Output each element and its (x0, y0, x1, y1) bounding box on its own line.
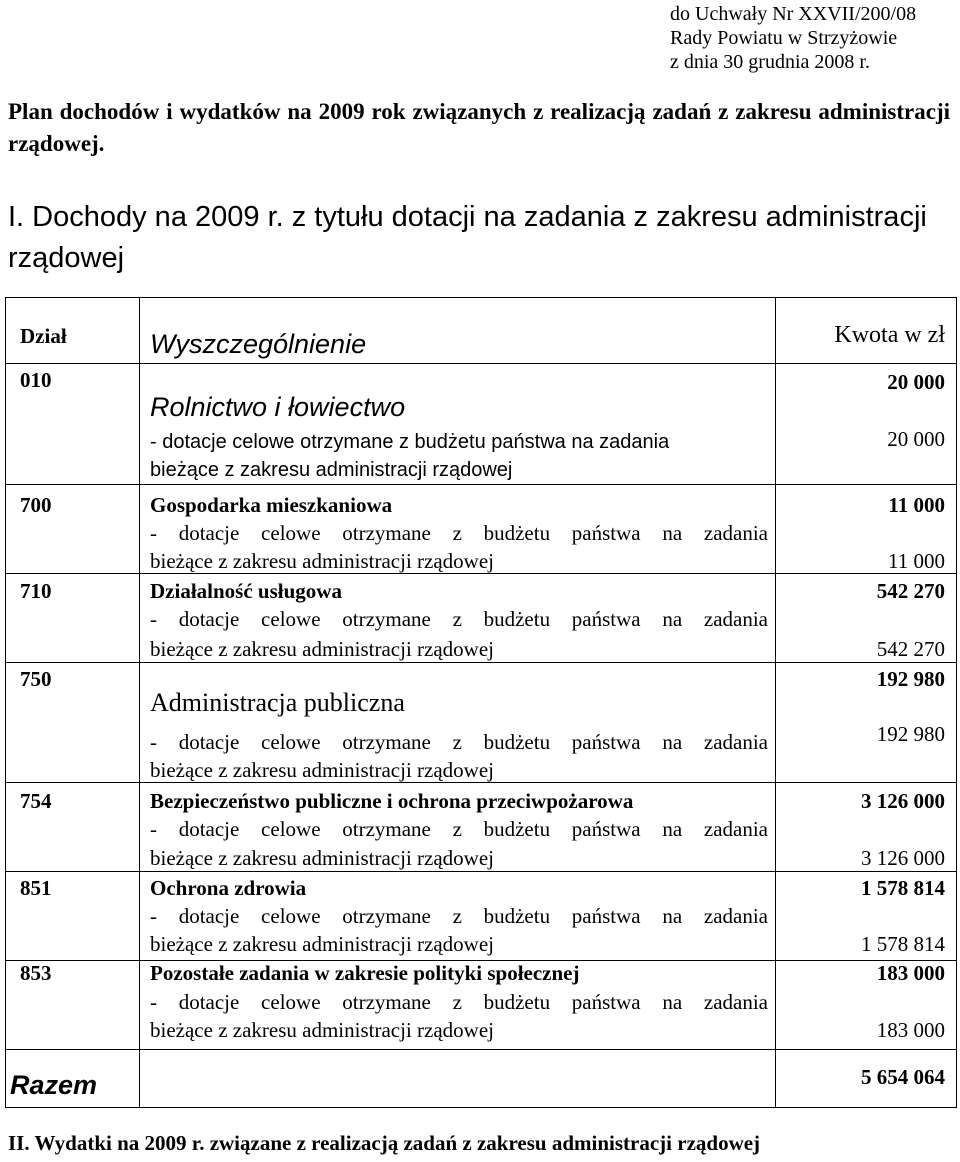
row-sub-line-2: bieżące z zakresu administracji rządowej (150, 549, 494, 573)
row-total-amount: 20 000 (887, 370, 945, 394)
column-header-description: Wyszczególnienie (150, 329, 367, 359)
row-total-amount: 192 980 (876, 667, 945, 691)
row-total-amount: 183 000 (876, 961, 945, 985)
row-dzial-code: 750 (20, 667, 52, 691)
expenses-section-title: II. Wydatki na 2009 r. związane z realizacją zadań z zakresu administracji rządowej (8, 1131, 761, 1155)
row-sub-line-2: bieżące z zakresu administracji rządowej (150, 637, 494, 661)
row-sub-line-1: - dotacje celowe otrzymane z budżetu państwa na zadania (150, 607, 768, 631)
table-row-separator (5, 1049, 957, 1050)
table-divider-right (775, 297, 776, 1108)
row-name: Pozostałe zadania w zakresie polityki społecznej (150, 961, 580, 985)
row-dzial-code: 851 (20, 876, 52, 900)
row-sub-line-1: - dotacje celowe otrzymane z budżetu państwa na zadania (150, 730, 768, 754)
total-label: Razem (10, 1070, 98, 1100)
row-total-amount: 3 126 000 (861, 789, 945, 813)
row-sub-amount: 3 126 000 (861, 846, 945, 870)
row-total-amount: 1 578 814 (861, 876, 945, 900)
row-dzial-code: 010 (20, 368, 52, 392)
row-dzial-code: 754 (20, 789, 52, 813)
row-sub-line-2: bieżące z zakresu administracji rządowej (150, 1018, 494, 1042)
row-name: Rolnictwo i łowiectwo (150, 392, 406, 422)
row-sub-amount: 1 578 814 (861, 932, 945, 956)
row-dzial-code: 700 (20, 493, 52, 517)
row-name: Ochrona zdrowia (150, 876, 307, 900)
row-total-amount: 11 000 (888, 493, 945, 517)
row-sub-line-1: - dotacje celowe otrzymane z budżetu państwa na zadania (150, 817, 768, 841)
row-sub-amount: 20 000 (887, 427, 945, 451)
row-name: Bezpieczeństwo publiczne i ochrona przeciwpożarowa (150, 789, 634, 813)
plan-title: Plan dochodów i wydatków na 2009 rok związanych z realizacją zadań z zakresu administracji rządowej. (8, 99, 950, 156)
row-sub-line-1: - dotacje celowe otrzymane z budżetu państwa na zadania (150, 904, 768, 928)
table-row-separator (5, 363, 957, 364)
row-sub-line-2: bieżące z zakresu administracji rządowej (150, 846, 494, 870)
total-amount: 5 654 064 (861, 1065, 945, 1089)
table-divider-left (139, 297, 140, 1108)
column-header-dzial: Dział (20, 324, 67, 348)
row-sub-line-1: - dotacje celowe otrzymane z budżetu państwa na zadania (150, 521, 768, 545)
row-name: Gospodarka mieszkaniowa (150, 493, 393, 517)
resolution-date: z dnia 30 grudnia 2008 r. (670, 51, 870, 73)
row-dzial-code: 853 (20, 961, 52, 985)
council-name: Rady Powiatu w Strzyżowie (670, 27, 898, 49)
row-sub-line-1: - dotacje celowe otrzymane z budżetu państwa na zadania (150, 990, 768, 1014)
row-sub-amount: 542 270 (876, 637, 945, 661)
income-section-title: I. Dochody na 2009 r. z tytułu dotacji na zadania z zakresu administracji rządowej (8, 201, 927, 274)
column-header-amount: Kwota w zł (834, 322, 945, 348)
row-sub-line-2: bieżące z zakresu administracji rządowej (150, 932, 494, 956)
row-name: Administracja publiczna (150, 688, 405, 717)
row-sub-amount: 183 000 (876, 1018, 945, 1042)
resolution-reference: do Uchwały Nr XXVII/200/08 (670, 3, 917, 25)
row-sub-line-2: bieżące z zakresu administracji rządowej (150, 758, 494, 782)
row-sub-line-1: - dotacje celowe otrzymane z budżetu państwa na zadania (150, 431, 670, 453)
row-sub-amount: 11 000 (888, 549, 945, 573)
row-sub-line-2: bieżące z zakresu administracji rządowej (150, 459, 513, 481)
row-name: Działalność usługowa (150, 579, 342, 603)
row-sub-amount: 192 980 (876, 722, 945, 746)
row-dzial-code: 710 (20, 579, 52, 603)
row-total-amount: 542 270 (876, 579, 945, 603)
